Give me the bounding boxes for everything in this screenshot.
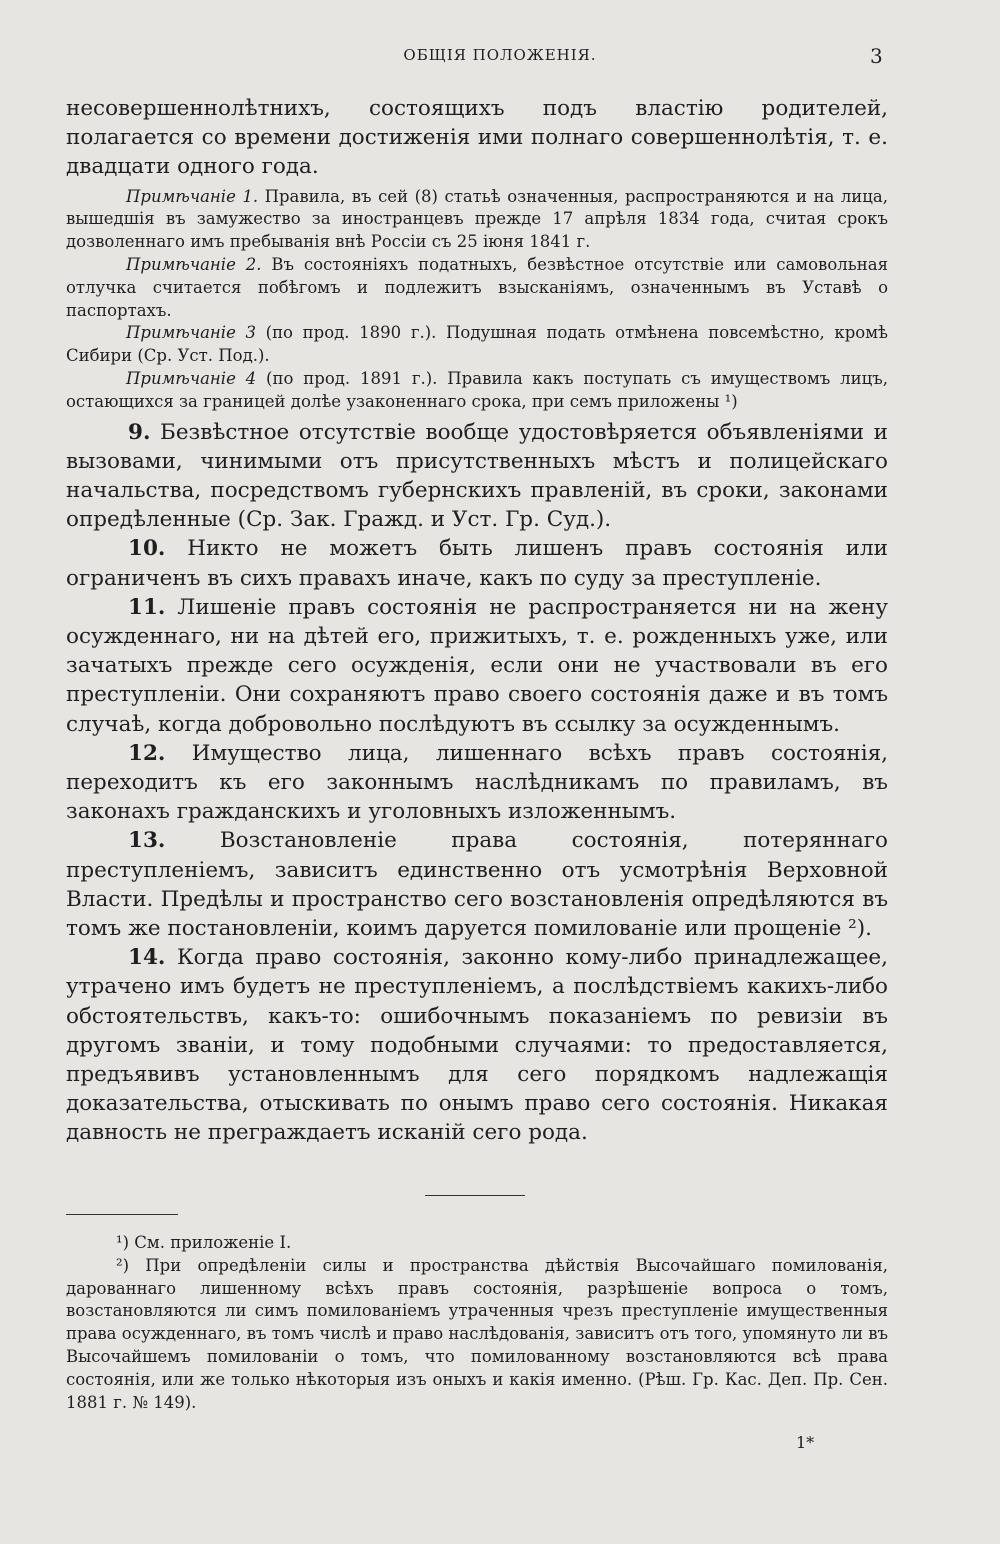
- article-11: [66, 593, 888, 739]
- article-text: Лишеніе правъ состоянія не распространяется ни на жену осужденнаго, ни на дѣтей его, прижитыхъ, т. е. рожденныхъ уже, или зачатыхъ прежде сего осужденія, если они не участвовали въ его преступленіи. Они сохраняютъ право своего состоянія даже и въ томъ случаѣ, когда добровольно послѣдуютъ въ ссылку за осужденнымъ.: [66, 594, 888, 737]
- note-label: Примѣчаніе 2.: [126, 255, 262, 274]
- note-3: [66, 322, 888, 368]
- note-text: Правила, въ сей (8) статьѣ означенныя, распространяются и на лица, вышедшія въ замужество за иностранцевъ прежде 17 апрѣля 1834 года, считая срокъ дозволеннаго имъ пребыванія внѣ Россіи съ 25 іюня 1841 г.: [66, 186, 888, 252]
- running-head: ОБЩІЯ ПОЛОЖЕНІЯ.: [403, 46, 597, 64]
- opening-paragraph: несовершеннолѣтнихъ, состоящихъ подъ властію родителей, полагается со времени достиженія ими полнаго совершеннолѣтія, т. е. двадцати одного года.: [66, 96, 888, 180]
- note-label: Примѣчаніе 1.: [126, 186, 259, 206]
- note-text: (по прод. 1891 г.). Правила какъ поступать съ имуществомъ лицъ, остающихся за границей долѣе узаконеннаго срока, при семъ приложены ¹): [66, 368, 888, 411]
- section-divider: [425, 1195, 525, 1196]
- article-number: 12.: [128, 740, 166, 766]
- note-text: (по прод. 1890 г.). Подушная подать отмѣнена повсемѣстно, кромѣ Сибири (Ср. Уст. Под.).: [66, 323, 889, 366]
- article-text: Никто не можетъ быть лишенъ правъ состоянія или ограниченъ въ сихъ правахъ иначе, какъ по суду за преступленіе.: [66, 536, 888, 591]
- note-label: Примѣчаніе 4: [126, 368, 257, 388]
- footnote-2: ²) При опредѣленіи силы и пространства дѣйствія Высочайшаго помилованія, дарованнаго лишенному всѣхъ правъ состоянія, разрѣшеніе вопроса о томъ, возстановляются ли симъ помилованіемъ утраченныя чрезъ преступленіе имущественныя права осужденнаго, въ томъ числѣ и право наслѣдованія, зависитъ отъ того, упомянуто ли въ Высочайшемъ помилованіи о томъ, что помилованному возстановляются всѣ права состоянія, или же только нѣкоторыя изъ оныхъ и какія именно. (Рѣш. Гр. Кас. Деп. Пр. Сен. 1881 г. № 149).: [66, 1255, 888, 1412]
- article-number: 14.: [128, 945, 166, 971]
- article-text: Безвѣстное отсутствіе вообще удостовѣряется объявленіями и вызовами, чинимыми отъ присутственныхъ мѣстъ и полицейскаго начальства, посредствомъ губернскихъ правленій, въ сроки, законами опредѣленные (Ср. Зак. Гражд. и Уст. Гр. Суд.).: [66, 419, 888, 533]
- article-12: [66, 739, 888, 827]
- note-label: Примѣчаніе 3: [126, 323, 256, 343]
- footnote-1: ¹) См. приложеніе I.: [116, 1233, 292, 1252]
- article-9: [66, 418, 888, 535]
- article-text: Имущество лица, лишеннаго всѣхъ правъ состоянія, переходитъ къ его законнымъ наслѣдникамъ по правиламъ, въ законахъ гражданскихъ и уголовныхъ изложеннымъ.: [66, 740, 888, 825]
- article-10: [66, 534, 888, 592]
- footnote-divider: [66, 1214, 178, 1215]
- note-4: [66, 368, 888, 414]
- article-number: 11.: [128, 594, 166, 620]
- article-text: Возстановленіе права состоянія, потеряннаго преступленіемъ, зависитъ единственно отъ усмотрѣнія Верховной Власти. Предѣлы и пространство сего возстановленія опредѣляются въ томъ же постановленіи, коимъ даруется помилованіе или прощеніе ²).: [66, 828, 888, 942]
- note-text: Въ состояніяхъ податныхъ, безвѣстное отсутствіе или самовольная отлучка считается побѣгомъ и подлежитъ взысканіямъ, означеннымъ въ Уставѣ о паспортахъ.: [66, 255, 888, 320]
- article-14: [66, 943, 888, 1147]
- footnotes: [66, 1232, 888, 1414]
- signature-mark: 1*: [796, 1433, 815, 1452]
- page-number: 3: [870, 44, 883, 68]
- article-number: 10.: [128, 536, 166, 562]
- article-number: 9.: [128, 419, 151, 445]
- notes-block: [66, 186, 888, 414]
- article-number: 13.: [128, 828, 166, 854]
- article-13: [66, 826, 888, 943]
- article-text: Когда право состоянія, законно кому-либо принадлежащее, утрачено имъ будетъ не преступленіемъ, а послѣдствіемъ какихъ-либо обстоятельствъ, какъ-то: ошибочнымъ показаніемъ по ревизіи въ другомъ званіи, и тому подобными случаями: то предоставляется, предъявивъ установленнымъ для сего порядкомъ надлежащія доказательства, отыскивать по онымъ право сего состоянія. Никакая давность не преграждаетъ исканій сего рода.: [66, 945, 888, 1146]
- main-text: [66, 94, 888, 1148]
- note-2: [66, 254, 888, 322]
- note-1: [66, 186, 888, 254]
